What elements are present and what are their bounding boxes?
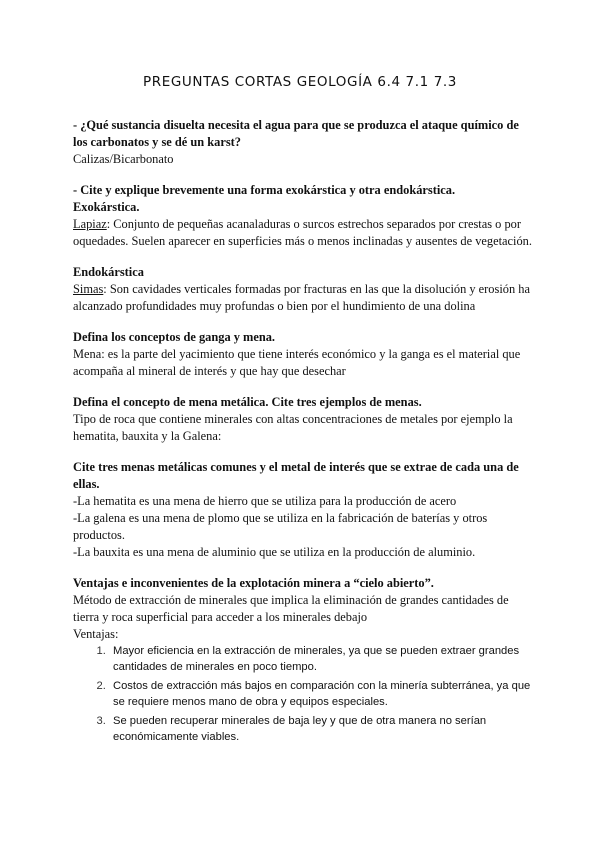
mena-line-hematita: -La hematita es una mena de hierro que se utiliza para la producción de acero — [73, 494, 457, 508]
question-menas-comunes: Cite tres menas metálicas comunes y el metal de interés que se extrae de cada una de ellas. — [73, 460, 519, 491]
section-mena-metalica — [73, 394, 535, 445]
question-mena-metalica: Defina el concepto de mena metálica. Cite tres ejemplos de menas. — [73, 395, 422, 409]
section-karst-forms — [73, 182, 535, 315]
term-lapiaz: Lapiaz — [73, 217, 107, 231]
exokarst-definition — [73, 216, 535, 250]
answer-mena-metalica: Tipo de roca que contiene minerales con altas concentraciones de metales por ejemplo la hematita, bauxita y la Galena: — [73, 412, 513, 443]
mena-line-bauxita: -La bauxita es una mena de aluminio que se utiliza en la producción de aluminio. — [73, 545, 476, 559]
section-cielo-abierto — [73, 575, 535, 745]
section-karst-substance — [73, 117, 535, 168]
question-ganga-mena: Defina los conceptos de ganga y mena. — [73, 330, 276, 344]
section-ganga-mena — [73, 329, 535, 380]
endokarst-definition — [73, 281, 535, 315]
mena-line-galena: -La galena es una mena de plomo que se utiliza en la fabricación de baterías y otros productos. — [73, 511, 488, 542]
ventaja-item: 2. Costos de extracción más bajos en comparación con la minería subterránea, ya que se requiere menos mano de obra y equipos especiales. — [109, 678, 535, 710]
ventaja-item: 3. Se pueden recuperar minerales de baja ley y que de otra manera no serían económicamente viables. — [109, 713, 535, 745]
term-simas: Simas — [73, 282, 104, 296]
answer-ganga-mena: Mena: es la parte del yacimiento que tiene interés económico y la ganga es el material que acompaña al mineral de interés y que hay que desechar — [73, 347, 521, 378]
document-body — [73, 117, 535, 748]
section-menas-comunes — [73, 459, 535, 561]
question-karst-forms: - Cite y explique brevemente una forma exokárstica y otra endokárstica. — [73, 183, 456, 197]
cielo-abierto-intro: Método de extracción de minerales que implica la eliminación de grandes cantidades de tierra y roca superficial para acceder a los minerales debajo — [73, 593, 509, 624]
question-cielo-abierto: Ventajas e inconvenientes de la explotación minera a “cielo abierto”. — [73, 576, 434, 590]
page-title: PREGUNTAS CORTAS GEOLOGÍA 6.4 7.1 7.3 — [143, 74, 457, 90]
ventajas-label: Ventajas: — [73, 627, 119, 641]
exokarst-heading: Exokárstica. — [73, 200, 140, 214]
question-karst-substance: - ¿Qué sustancia disuelta necesita el agua para que se produzca el ataque químico de los carbonatos y se dé un karst? — [73, 118, 519, 149]
ventajas-list — [73, 643, 535, 745]
lapiaz-text: : Conjunto de pequeñas acanaladuras o surcos estrechos separados por crestas o por oquedades. Suelen aparecer en superficies más o menos inclinadas y ausentes de vegetación. — [73, 217, 532, 248]
ventaja-item: 1. Mayor eficiencia en la extracción de minerales, ya que se pueden extraer grandes cantidades de minerales en poco tiempo. — [109, 643, 535, 675]
simas-text: : Son cavidades verticales formadas por fracturas en las que la disolución y erosión ha alcanzado profundidades muy profundas o bien por el hundimiento de una dolina — [73, 282, 530, 313]
endokarst-heading: Endokárstica — [73, 265, 144, 279]
answer-karst-substance: Calizas/Bicarbonato — [73, 152, 174, 166]
